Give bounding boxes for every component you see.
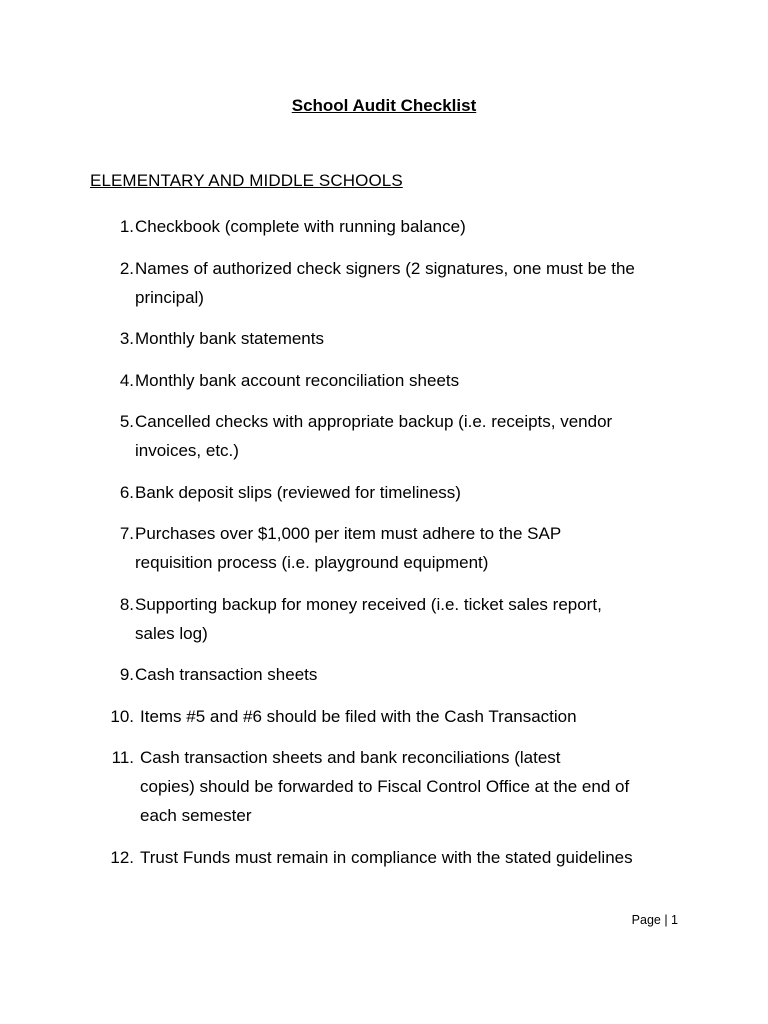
item-number: 9. — [119, 665, 134, 684]
audit-checklist — [90, 212, 690, 884]
item-number: 12. — [110, 847, 134, 867]
item-number: 7. — [119, 524, 134, 543]
checklist-item-5 — [90, 407, 690, 465]
checklist-item-4 — [90, 366, 690, 395]
item-text: Checkbook (complete with running balance) — [135, 217, 466, 236]
item-number: 2. — [119, 258, 134, 278]
item-number: 3. — [119, 329, 134, 348]
item-number: 10. — [110, 706, 134, 726]
item-number: 4. — [119, 370, 134, 390]
checklist-item-8 — [90, 590, 690, 648]
checklist-item-1 — [90, 212, 690, 241]
item-text: Monthly bank statements — [135, 329, 324, 348]
item-number: 6. — [119, 482, 134, 502]
item-text: Bank deposit slips (reviewed for timeliness) — [135, 482, 461, 502]
document-title: School Audit Checklist — [291, 96, 477, 115]
item-number: 8. — [119, 594, 134, 614]
item-text: Cancelled checks with appropriate backup (i.e. receipts, vendor invoices, etc.) — [135, 412, 613, 460]
checklist-item-7 — [90, 519, 690, 577]
checklist-item-10 — [90, 702, 690, 731]
item-text: Cash transaction sheets — [135, 665, 318, 684]
checklist-item-9 — [90, 660, 690, 689]
checklist-item-11 — [90, 743, 690, 830]
item-text: Trust Funds must remain in compliance with the stated guidelines — [140, 847, 633, 867]
checklist-item-12 — [90, 843, 690, 872]
item-text: Supporting backup for money received (i.e. ticket sales report, sales log) — [135, 594, 602, 643]
checklist-item-3 — [90, 324, 690, 353]
item-text: Names of authorized check signers (2 signatures, one must be the principal) — [135, 258, 635, 307]
item-text: Cash transaction sheets and bank reconciliations (latest copies) should be forwarded to Fiscal Control Office at the end of each semester — [140, 748, 630, 825]
checklist-item-6 — [90, 478, 690, 507]
item-text: Monthly bank account reconciliation sheets — [135, 370, 460, 390]
item-number: 11. — [111, 748, 134, 767]
item-number: 5. — [119, 412, 134, 431]
section-heading: ELEMENTARY AND MIDDLE SCHOOLS — [90, 171, 403, 190]
item-text: Items #5 and #6 should be filed with the Cash Transaction — [140, 706, 577, 726]
item-number: 1. — [119, 217, 134, 236]
checklist-item-2 — [90, 254, 690, 312]
page-number-footer: Page | 1 — [631, 913, 678, 927]
item-text: Purchases over $1,000 per item must adhere to the SAP requisition process (i.e. playground equipment) — [135, 524, 562, 572]
